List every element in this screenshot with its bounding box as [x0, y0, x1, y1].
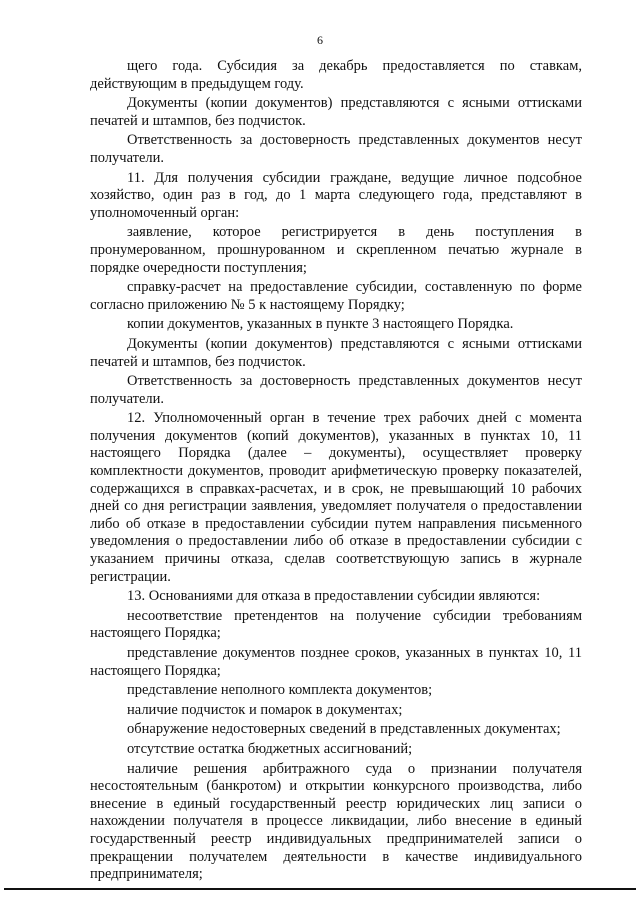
- refusal-reason-false-info: обнаружение недостоверных сведений в представленных документах;: [127, 721, 561, 738]
- refusal-reason-erasures: наличие подчисток и помарок в документах;: [127, 701, 403, 718]
- refusal-reason-bankruptcy: наличие решения арбитражного суда о признании получателя несостоятельным (банкротом) и открытии конкурсного производства, либо внесение в единый государственный реестр юридических лиц записи о нахождении получателя в процессе ликвидации, либо внесение в единый государственный реестр индивидуальных предпринимателей записи о прекращении получателем деятельности в качестве индивидуального предпринимателя;: [90, 760, 582, 883]
- paragraph-calculation-certificate: справку-расчет на предоставление субсидии, составленную по форме согласно приложению № 5 к настоящему Порядку;: [90, 279, 582, 313]
- paragraph-item-11: 11. Для получения субсидии граждане, ведущие личное подсобное хозяйство, один раз в год, до 1 марта следующего года, представляют в уполномоченный орган:: [90, 169, 582, 221]
- paragraph-document-copies-list: копии документов, указанных в пункте 3 настоящего Порядка.: [127, 316, 514, 333]
- paragraph-documents-copies: Документы (копии документов) представляются с ясными оттисками печатей и штампов, без подчисток.: [90, 95, 582, 129]
- paragraph-continuation: щего года. Субсидия за декабрь предоставляется по ставкам, действующим в предыдущем году.: [90, 58, 582, 92]
- page-number: 6: [317, 33, 323, 47]
- paragraph-application: заявление, которое регистрируется в день поступления в пронумерованном, прошнурованном и скрепленном печатью журнале в порядке очередности поступления;: [90, 224, 582, 276]
- refusal-reason-no-budget: отсутствие остатка бюджетных ассигнований;: [127, 740, 413, 757]
- document-body: [90, 58, 582, 884]
- refusal-reason-incomplete-set: представление неполного комплекта документов;: [127, 682, 433, 699]
- bottom-scan-edge-line: [4, 888, 636, 890]
- paragraph-item-12: 12. Уполномоченный орган в течение трех рабочих дней с момента получения документов (копий документов), указанных в пунктах 10, 11 настоящего Порядка (далее – документы), осуществляет проверку комплектности документов, проводит арифметическую проверку показателей, содержащихся в справках-расчетах, и в срок, не превышающий 10 рабочих дней со дня регистрации заявления, уведомляет получателя о предоставлении либо об отказе в предоставлении субсидии путем направления письменного уведомления о предоставлении либо об отказе в предоставлении субсидии с указанием причины отказа, сделав соответствующую запись в журнале регистрации.: [90, 410, 582, 585]
- paragraph-item-13: 13. Основаниями для отказа в предоставлении субсидии являются:: [127, 588, 541, 605]
- paragraph-documents-copies-2: Документы (копии документов) представляются с ясными оттисками печатей и штампов, без подчисток.: [90, 335, 582, 370]
- refusal-reason-noncompliance: несоответствие претендентов на получение субсидии требованиям настоящего Порядка;: [90, 607, 582, 642]
- paragraph-responsibility-2: Ответственность за достоверность представленных документов несут получатели.: [90, 373, 582, 407]
- refusal-reason-late-submission: представление документов позднее сроков, указанных в пунктах 10, 11 настоящего Порядка;: [90, 645, 582, 679]
- paragraph-responsibility: Ответственность за достоверность представленных документов несут получатели.: [90, 132, 582, 166]
